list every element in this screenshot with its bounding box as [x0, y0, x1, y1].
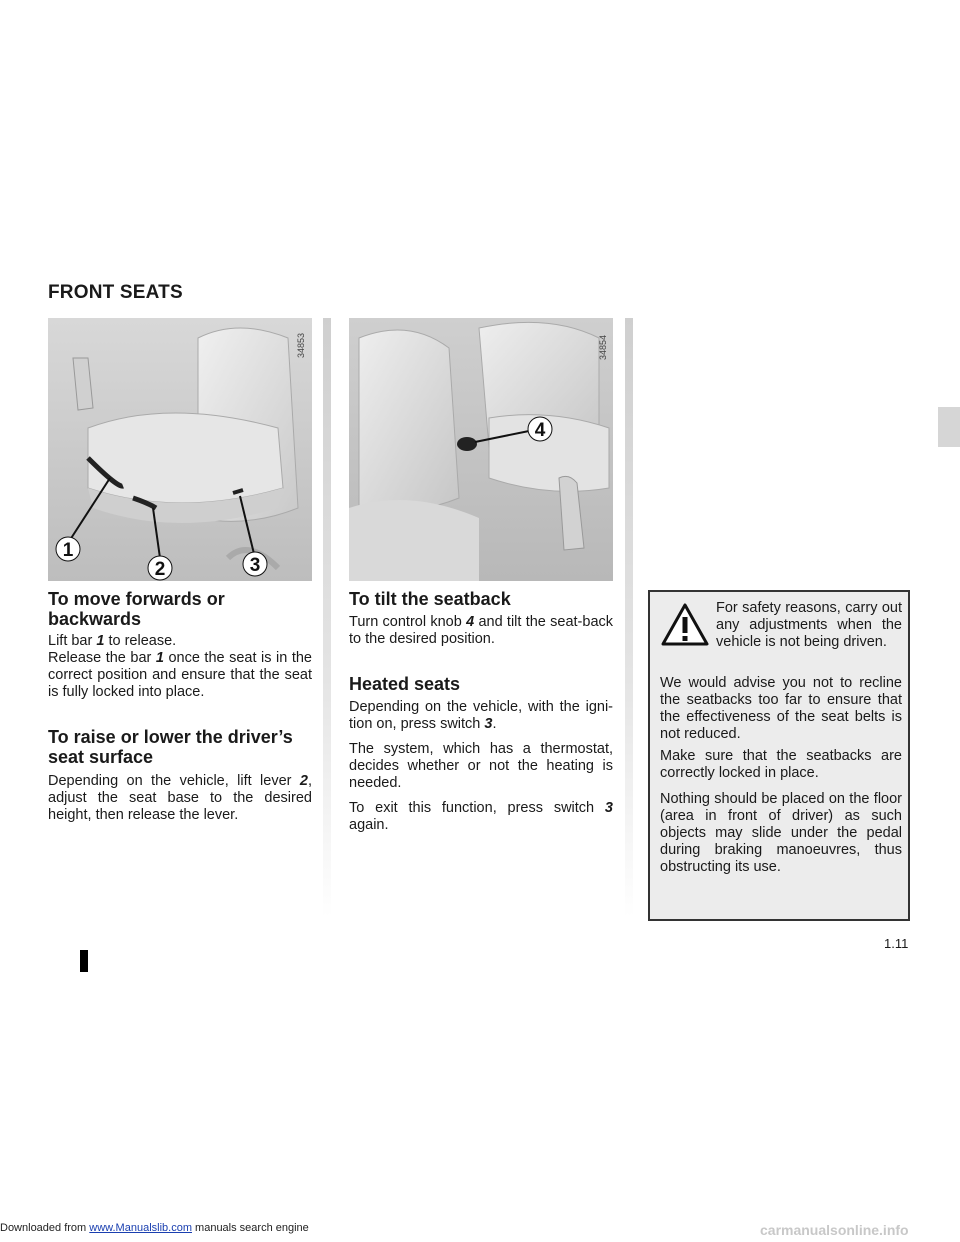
paragraph: Lift bar 1 to release.	[48, 633, 177, 649]
section-move-forwards	[48, 633, 312, 709]
warning-paragraph: Nothing should be placed on the floor (area in front of driver) as such objects may slide under the pedal during braking manoeuvres, thus obstructing its use.	[660, 791, 902, 875]
warning-lead: For safety reasons, carry out any adjustments when the vehicle is not being driven.	[716, 600, 902, 650]
paragraph: Turn control knob 4 and tilt the seat-back to the desired position.	[349, 614, 614, 647]
safety-warning-box	[648, 590, 910, 921]
figure-code-right: 34854	[598, 334, 608, 360]
paragraph: The system, which has a thermostat, decides whether or not the heating is needed.	[349, 741, 613, 791]
paragraph: Depending on the vehicle, lift lever 2, adjust the seat base to the desired height, then release the lever.	[48, 773, 312, 823]
column-divider	[625, 318, 633, 918]
paragraph: To exit this function, press switch 3 again.	[349, 800, 613, 833]
callout-4: 4	[534, 420, 546, 441]
warning-paragraph: We would advise you not to recline the seatbacks too far to ensure that the effectiveness of the seat belts is not reduced.	[660, 675, 902, 742]
callout-1: 1	[62, 540, 74, 561]
seat-photo-left	[48, 318, 312, 581]
callout-2: 2	[154, 559, 166, 580]
paragraph: Release the bar 1 once the seat is in the correct position and ensure that the seat is fully locked into place.	[48, 650, 312, 700]
heading-move-forwards: To move forwards or backwards	[48, 589, 225, 629]
page-number: 1.11	[884, 936, 909, 951]
site-watermark: carmanualsonline.info	[760, 1222, 909, 1238]
download-footer	[0, 1222, 309, 1234]
heading-tilt-seatback: To tilt the seatback	[349, 589, 511, 609]
section-tilt-seatback	[349, 614, 613, 656]
heading-raise-lower: To raise or lower the driver’s seat surface	[48, 727, 293, 767]
footer-suffix: manuals search engine	[191, 1222, 309, 1234]
warning-paragraph: Make sure that the seatbacks are correctly locked in place.	[660, 748, 902, 781]
paragraph: Depending on the vehicle, with the igni-tion on, press switch 3.	[349, 699, 613, 732]
seat-photo-right	[349, 318, 613, 581]
footer-prefix: Downloaded from	[0, 1222, 90, 1234]
warning-triangle-icon	[660, 602, 710, 648]
callout-3: 3	[249, 555, 261, 576]
chapter-tab	[938, 407, 960, 447]
page-title: FRONT SEATS	[48, 282, 183, 303]
seat-illustration-left	[48, 318, 312, 581]
section-raise-lower	[48, 773, 312, 832]
section-heated-seats	[349, 699, 613, 842]
figure-code-left: 34853	[296, 332, 306, 358]
heading-heated-seats: Heated seats	[349, 674, 461, 694]
manualslib-link[interactable]: www.Manualslib.com	[89, 1222, 192, 1234]
page-marker	[80, 950, 88, 972]
column-divider	[323, 318, 331, 918]
seat-illustration-right	[349, 318, 613, 581]
